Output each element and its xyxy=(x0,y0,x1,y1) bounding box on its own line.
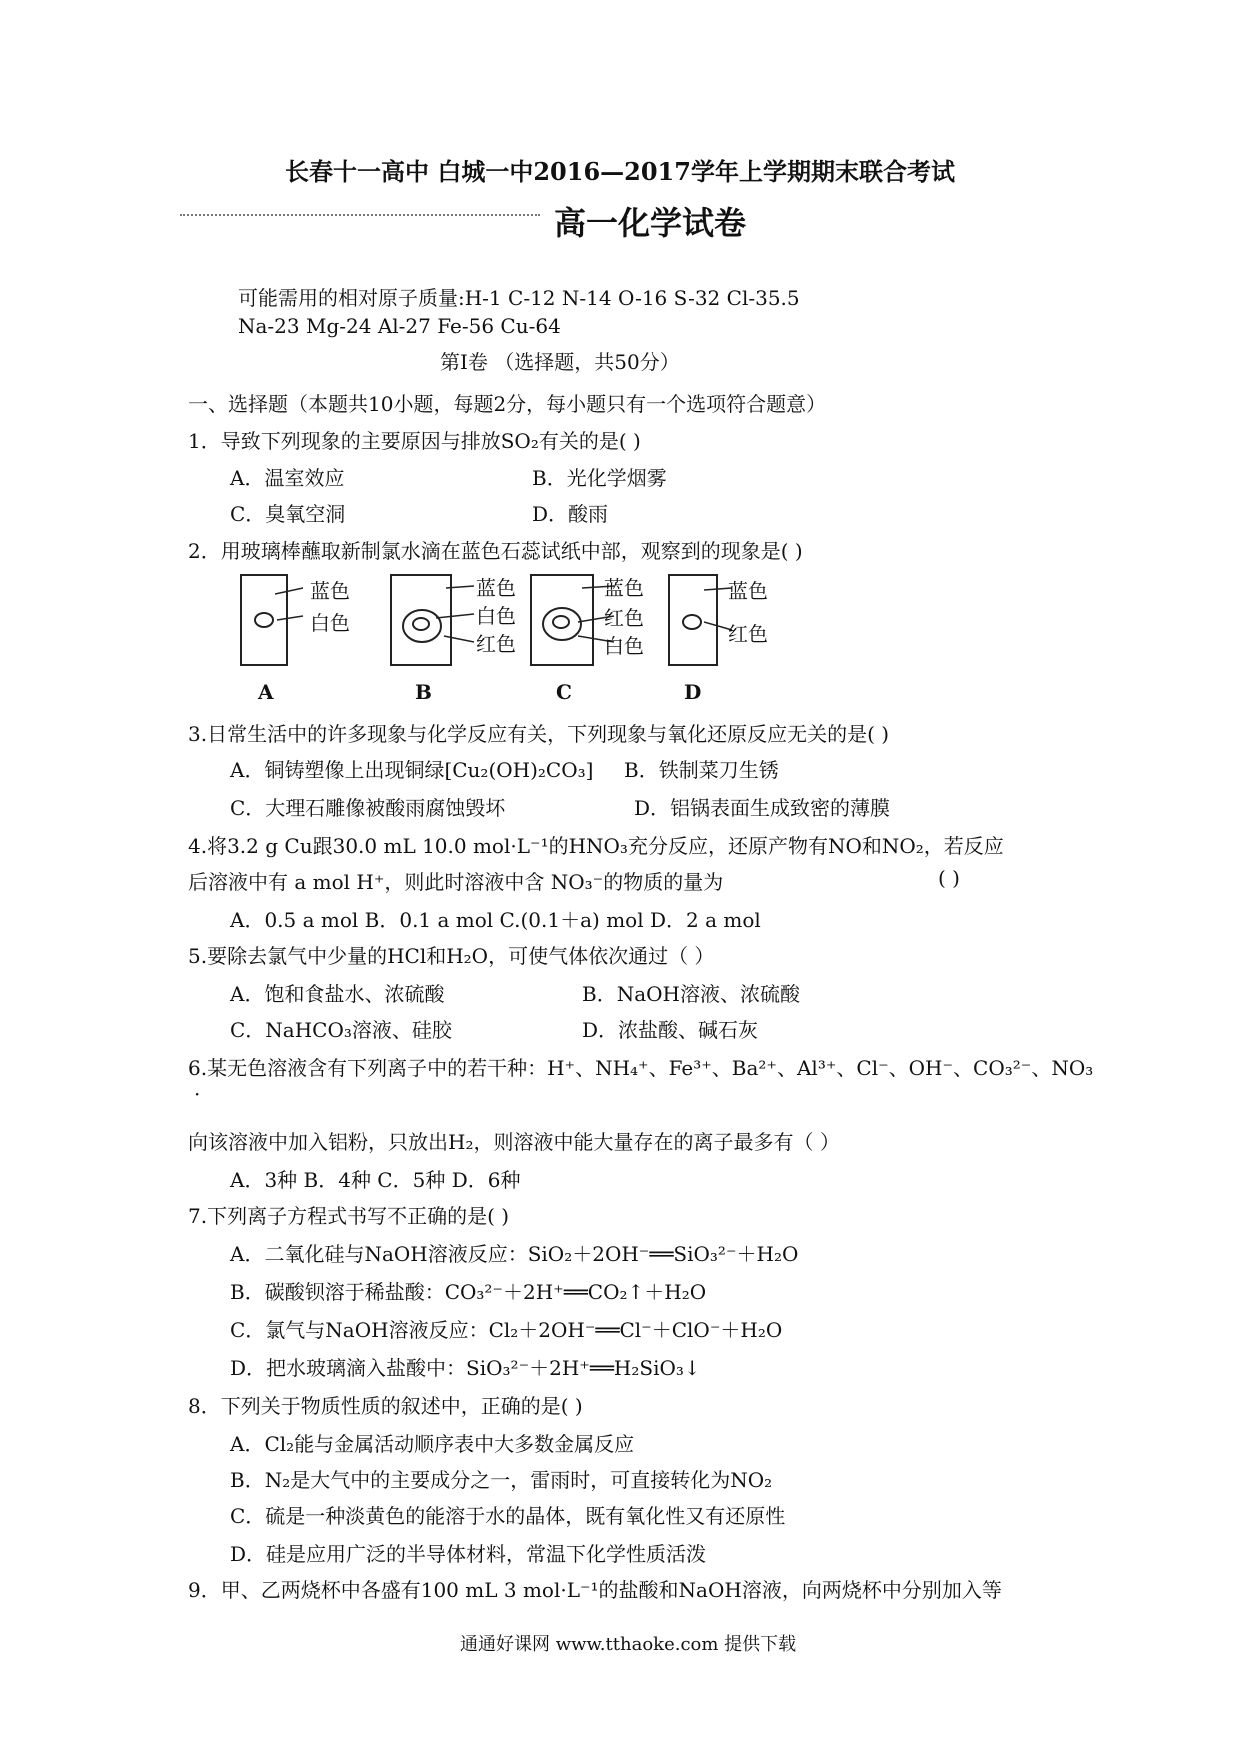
question-5-option-b: B．NaOH溶液、浓硫酸 xyxy=(582,982,800,1006)
footer-credit: 通通好课网 www.tthaoke.com 提供下载 xyxy=(460,1634,797,1655)
question-8-option-c: C．硫是一种淡黄色的能溶于水的晶体，既有氧化性又有还原性 xyxy=(230,1504,786,1528)
question-6-stem-line-1: 6.某无色溶液含有下列离子中的若干种：H⁺、NH₄⁺、Fe³⁺、Ba²⁺、Al³⁺、Cl⁻、OH⁻、CO₃²⁻、NO₃ xyxy=(188,1056,1094,1080)
question-3-option-c: C．大理石雕像被酸雨腐蚀毁坏 xyxy=(230,796,506,820)
figure-b-label-1: 蓝色 xyxy=(476,576,516,600)
question-5-stem: 5.要除去氯气中少量的HCl和H₂O，可使气体依次通过（ ） xyxy=(188,944,715,968)
question-3-stem: 3.日常生活中的许多现象与化学反应有关，下列现象与氧化还原反应无关的是( ) xyxy=(188,722,890,746)
dotted-rule xyxy=(180,212,540,216)
atomic-masses-line-2: Na-23 Mg-24 Al-27 Fe-56 Cu-64 xyxy=(238,314,561,338)
figure-b-caption: B xyxy=(415,680,432,704)
question-9-stem: 9．甲、乙两烧杯中各盛有100 mL 3 mol·L⁻¹的盐酸和NaOH溶液，向两烧杯中分别加入等 xyxy=(188,1578,1002,1602)
question-7-option-a: A．二氧化硅与NaOH溶液反应：SiO₂＋2OH⁻══SiO₃²⁻＋H₂O xyxy=(230,1242,799,1266)
figure-d-caption: D xyxy=(684,680,702,704)
question-5-option-c: C．NaHCO₃溶液、硅胶 xyxy=(230,1018,452,1042)
figure-c-label-1: 蓝色 xyxy=(604,576,644,600)
question-2-stem: 2．用玻璃棒蘸取新制氯水滴在蓝色石蕊试纸中部，观察到的现象是( ) xyxy=(188,539,803,563)
question-5-option-d: D．浓盐酸、碱石灰 xyxy=(582,1018,759,1042)
question-4-options: A．0.5 a mol B．0.1 a mol C.(0.1＋a) mol D．2 a mol xyxy=(230,908,761,932)
question-3-option-a: A．铜铸塑像上出现铜绿[Cu₂(OH)₂CO₃] xyxy=(230,758,594,782)
figure-c-label-2: 红色 xyxy=(604,606,644,630)
question-4-answer-paren: ( ) xyxy=(938,866,960,890)
figure-a-label-1: 蓝色 xyxy=(310,579,350,603)
question-7-option-b: B．碳酸钡溶于稀盐酸：CO₃²⁻＋2H⁺══CO₂↑＋H₂O xyxy=(230,1280,707,1304)
question-6-options: A．3种 B．4种 C．5种 D．6种 xyxy=(230,1168,521,1192)
question-4-stem-line-2: 后溶液中有 a mol H⁺，则此时溶液中含 NO₃⁻的物质的量为 xyxy=(188,870,724,894)
part-heading: 第Ⅰ卷 （选择题，共50分） xyxy=(440,350,680,374)
exam-title: 长春十一高中 白城一中2016—2017学年上学期期末联合考试 xyxy=(285,157,955,186)
question-7-option-c: C．氯气与NaOH溶液反应：Cl₂＋2OH⁻══Cl⁻＋ClO⁻＋H₂O xyxy=(230,1318,783,1342)
figure-d-label-1: 蓝色 xyxy=(728,579,768,603)
figure-a-caption: A xyxy=(258,680,274,704)
question-3-option-d: D．铝锅表面生成致密的薄膜 xyxy=(634,796,891,820)
question-6-dot: · xyxy=(194,1082,201,1106)
question-4-stem-line-1: 4.将3.2 g Cu跟30.0 mL 10.0 mol·L⁻¹的HNO₃充分反应，还原产物有NO和NO₂，若反应 xyxy=(188,834,1004,858)
figure-a-label-2: 白色 xyxy=(310,611,350,635)
question-1-option-a: A．温室效应 xyxy=(230,466,345,490)
exam-subtitle: 高一化学试卷 xyxy=(554,204,747,242)
question-3-option-b: B．铁制菜刀生锈 xyxy=(624,758,779,782)
figure-b-label-3: 红色 xyxy=(476,632,516,656)
question-8-option-d: D．硅是应用广泛的半导体材料，常温下化学性质活泼 xyxy=(230,1542,707,1566)
question-7-option-d: D．把水玻璃滴入盐酸中：SiO₃²⁻＋2H⁺══H₂SiO₃↓ xyxy=(230,1356,701,1380)
figure-c-label-3: 白色 xyxy=(604,634,644,658)
question-7-stem: 7.下列离子方程式书写不正确的是( ) xyxy=(188,1204,510,1228)
figure-c-caption: C xyxy=(556,680,572,704)
question-1-option-b: B．光化学烟雾 xyxy=(532,466,667,490)
pointer-lines-a xyxy=(275,578,305,638)
question-8-option-b: B．N₂是大气中的主要成分之一，雷雨时，可直接转化为NO₂ xyxy=(230,1468,773,1492)
question-1-stem: 1．导致下列现象的主要原因与排放SO₂有关的是( ) xyxy=(188,429,641,453)
section-heading: 一、选择题（本题共10小题，每题2分，每小题只有一个选项符合题意） xyxy=(188,392,827,416)
question-6-stem-line-2: 向该溶液中加入铝粉，只放出H₂，则溶液中能大量存在的离子最多有（ ） xyxy=(188,1130,840,1154)
figure-d-label-2: 红色 xyxy=(728,622,768,646)
question-8-option-a: A．Cl₂能与金属活动顺序表中大多数金属反应 xyxy=(230,1432,635,1456)
question-5-option-a: A．饱和食盐水、浓硫酸 xyxy=(230,982,445,1006)
figure-b-label-2: 白色 xyxy=(476,604,516,628)
pointer-lines-b xyxy=(436,578,476,658)
atomic-masses-line-1: 可能需用的相对原子质量:H-1 C-12 N-14 O-16 S-32 Cl-35.5 xyxy=(238,286,800,310)
question-1-option-c: C．臭氧空洞 xyxy=(230,502,346,526)
question-1-option-d: D．酸雨 xyxy=(532,502,609,526)
question-8-stem: 8．下列关于物质性质的叙述中，正确的是( ) xyxy=(188,1394,583,1418)
